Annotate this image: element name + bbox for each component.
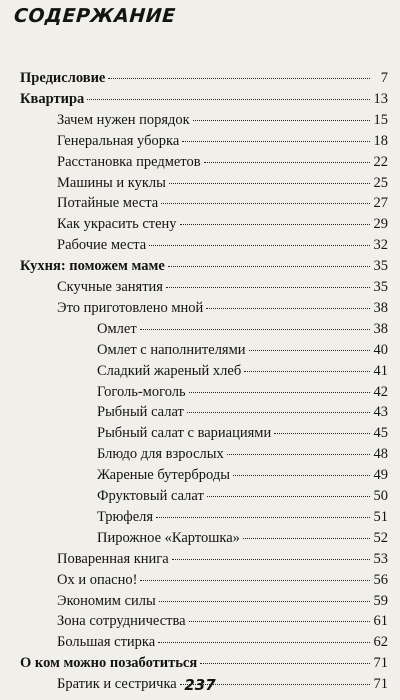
toc-entry-page: 25 <box>373 174 388 191</box>
toc-entry-title: Генеральная уборка <box>57 132 180 149</box>
toc-entry-title: Зачем нужен порядок <box>57 111 190 128</box>
toc-entry-page: 61 <box>373 613 388 630</box>
toc-entry <box>0 423 400 443</box>
toc-entry <box>0 277 400 297</box>
dot-leader <box>204 162 370 163</box>
toc-entry <box>0 402 400 422</box>
toc-entry-page: 32 <box>373 237 388 254</box>
toc-entry-title: Ох и опасно! <box>57 571 138 588</box>
toc-entry <box>0 131 400 151</box>
toc-entry-page: 59 <box>373 592 388 609</box>
toc-entry-page: 53 <box>373 550 388 567</box>
toc-entry-title: Расстановка предметов <box>57 153 201 170</box>
toc-entry <box>0 465 400 485</box>
toc-entry-title: Гоголь-моголь <box>97 383 186 400</box>
dot-leader <box>169 183 370 184</box>
toc-entry-title: Кухня: поможем маме <box>20 258 165 275</box>
toc-entry-page: 71 <box>373 676 388 693</box>
toc-entry-title: Омлет <box>97 320 137 337</box>
toc-entry-title: Сладкий жареный хлеб <box>97 362 242 379</box>
toc-entry-page: 13 <box>373 90 388 107</box>
toc-entry-page: 71 <box>373 655 388 672</box>
toc-entry-page: 38 <box>373 299 388 316</box>
toc-entry-title: Скучные занятия <box>57 279 163 295</box>
toc-entry-title: Рабочие места <box>57 237 147 254</box>
dot-leader <box>244 371 370 372</box>
toc-entry-title: Жареные бутерброды <box>97 467 230 484</box>
toc-entry-page: 15 <box>373 111 388 128</box>
toc-entry-page: 29 <box>373 216 388 233</box>
toc-entry-page: 35 <box>373 279 388 295</box>
toc-entry <box>0 173 400 193</box>
toc-entry <box>0 235 400 255</box>
dot-leader <box>156 517 370 518</box>
dot-leader <box>158 642 370 643</box>
dot-leader <box>108 78 370 79</box>
toc-entry-title: Экономим силы <box>57 592 156 609</box>
toc-entry-page: 41 <box>373 362 388 379</box>
toc-section <box>0 653 400 673</box>
dot-leader <box>140 580 370 581</box>
dot-leader <box>87 99 370 100</box>
dot-leader <box>233 475 370 476</box>
toc-entry-title: Рыбный салат <box>97 404 184 421</box>
toc-entry-title: Фруктовый салат <box>97 488 204 504</box>
toc-entry <box>0 319 400 339</box>
toc-entry-page: 49 <box>373 467 388 484</box>
toc-entry-page: 35 <box>373 258 388 275</box>
toc-entry <box>0 110 400 130</box>
toc-entry-title: Зона сотрудничества <box>57 613 186 630</box>
toc-entry-title: Поваренная книга <box>57 550 169 567</box>
toc-section <box>0 256 400 276</box>
toc-entry-page: 18 <box>373 132 388 149</box>
toc-entry-page: 51 <box>373 508 388 525</box>
toc-entry <box>0 486 400 506</box>
dot-leader <box>243 538 370 539</box>
toc-entry-title: Пирожное «Картошка» <box>97 529 240 546</box>
dot-leader <box>172 559 370 560</box>
toc-entry-page: 7 <box>380 70 388 86</box>
toc-entry-title: Омлет с наполнителями <box>97 341 246 358</box>
toc-entry-title: Рыбный салат с вариациями <box>97 425 272 442</box>
toc-entry <box>0 549 400 569</box>
toc-entry-title: Большая стирка <box>57 634 156 651</box>
toc-entry-title: Блюдо для взрослых <box>97 446 224 463</box>
dot-leader <box>182 141 370 142</box>
toc-entry <box>0 528 400 548</box>
dot-leader <box>140 329 370 330</box>
toc-entry-title: Машины и куклы <box>57 174 166 191</box>
toc-entry-page: 62 <box>373 634 388 651</box>
page-number: 237 <box>184 676 216 694</box>
toc-entry-title: Квартира <box>20 90 85 107</box>
toc-entry-title: Это приготовлено мной <box>57 299 204 316</box>
toc-entry <box>0 340 400 360</box>
toc-entry-title: Предисловие <box>20 70 106 86</box>
toc-entry-title: Как украсить стену <box>57 216 177 233</box>
dot-leader <box>274 433 370 434</box>
toc-entry-page: 50 <box>373 488 388 504</box>
dot-leader <box>166 287 370 288</box>
toc-entry <box>0 444 400 464</box>
toc-entry-page: 56 <box>373 571 388 588</box>
dot-leader <box>187 412 370 413</box>
toc-entry <box>0 152 400 172</box>
toc-entry <box>0 611 400 631</box>
toc-entry <box>0 570 400 590</box>
toc-entry-page: 27 <box>373 195 388 212</box>
toc-entry-page: 42 <box>373 383 388 400</box>
toc-entry-title: Братик и сестричка <box>57 676 177 693</box>
toc-entry-page: 45 <box>373 425 388 442</box>
toc-entry <box>0 214 400 234</box>
dot-leader <box>206 308 370 309</box>
toc-entry-title: Трюфеля <box>97 508 154 525</box>
toc-entry-page: 52 <box>373 529 388 546</box>
toc-entry <box>0 507 400 527</box>
dot-leader <box>249 350 370 351</box>
toc-entry-title: Потайные места <box>57 195 159 212</box>
dot-leader <box>227 454 370 455</box>
dot-leader <box>189 621 370 622</box>
dot-leader <box>200 663 370 664</box>
toc-section <box>0 68 400 88</box>
toc-entry-page: 40 <box>373 341 388 358</box>
toc-entry-page: 38 <box>373 320 388 337</box>
dot-leader <box>168 266 370 267</box>
page-title: СОДЕРЖАНИЕ <box>13 5 177 27</box>
toc-entry <box>0 298 400 318</box>
toc-entry <box>0 591 400 611</box>
toc-entry <box>0 632 400 652</box>
toc-entry-page: 48 <box>373 446 388 463</box>
toc-entry-page: 43 <box>373 404 388 421</box>
toc-entry <box>0 193 400 213</box>
dot-leader <box>149 245 370 246</box>
dot-leader <box>159 601 370 602</box>
toc-entry <box>0 382 400 402</box>
dot-leader <box>180 224 370 225</box>
toc-entry-page: 22 <box>373 153 388 170</box>
dot-leader <box>193 120 370 121</box>
dot-leader <box>189 392 370 393</box>
toc-entry-title: О ком можно позаботиться <box>20 655 198 672</box>
toc-section <box>0 89 400 109</box>
dot-leader <box>161 203 370 204</box>
dot-leader <box>207 496 370 497</box>
toc-entry <box>0 361 400 381</box>
